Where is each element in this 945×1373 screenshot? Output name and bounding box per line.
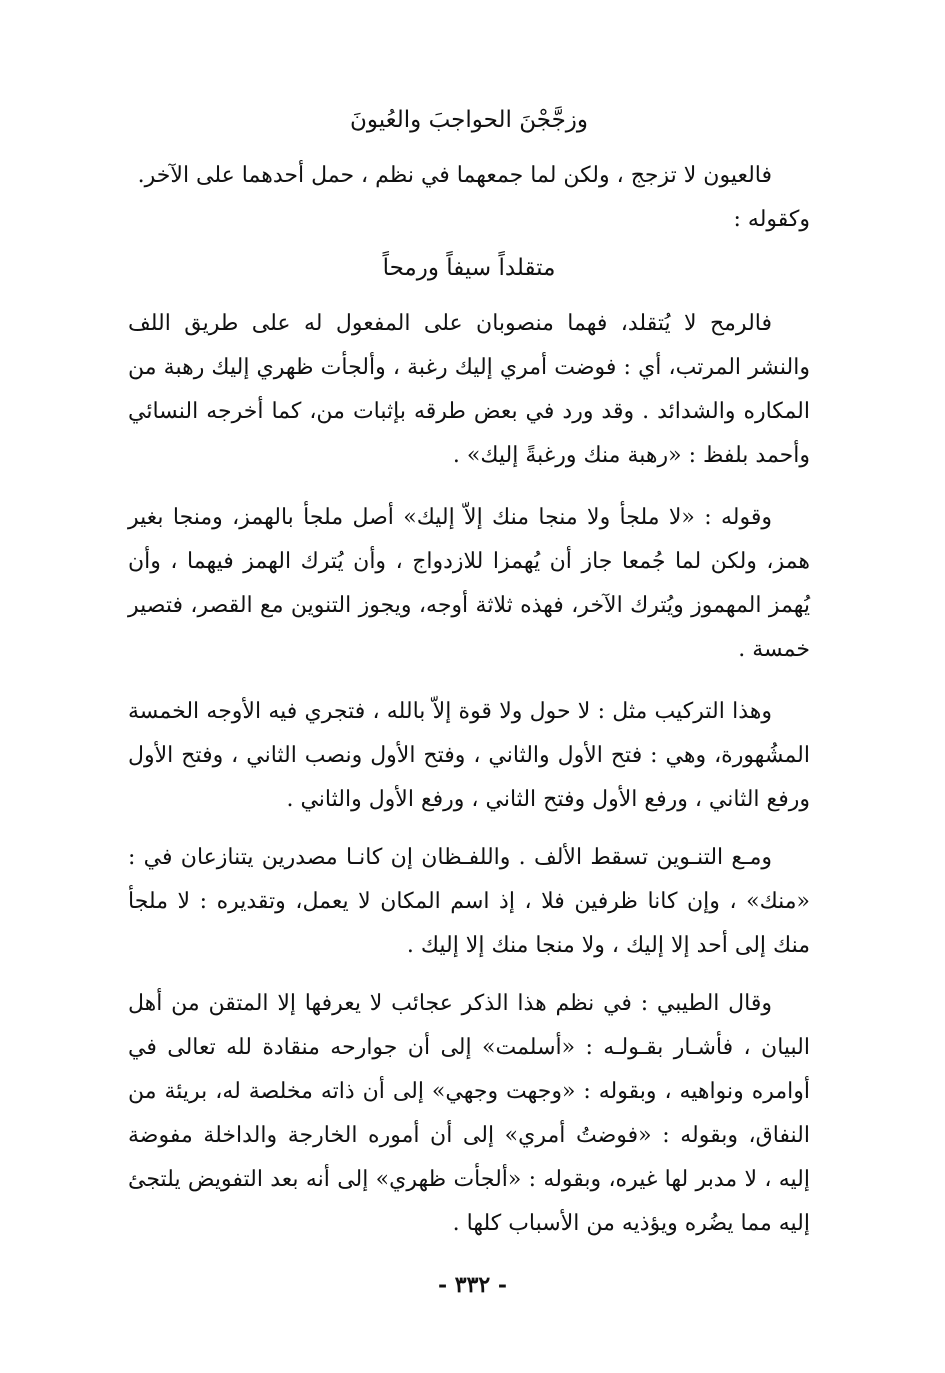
- book-page: [128, 92, 810, 1342]
- paragraph-5: وهذا التركيب مثل : لا حول ولا قوة إلاّ بالله ، فتجري فيه الأوجه الخمسة المشُهورة، وهي : فتح الأول والثاني ، وفتح الأول ونصب الثاني ، وفتح الأول ورفع الثاني ، ورفع الأول وفتح الثاني ، ورفع الأول والثاني .: [128, 699, 810, 812]
- paragraph-2: وكقوله :: [733, 207, 810, 232]
- verse-quote-1: وزجَّجْنَ الحواجبَ والعُيونَ: [349, 107, 589, 133]
- paragraph-1: فالعيون لا تزجج ، ولكن لما جمعهما في نظم ، حمل أحدهما على الآخر.: [137, 163, 772, 188]
- paragraph-4: وقوله : «لا ملجأ ولا منجا منك إلاّ إليك» أصل ملجأ بالهمز، ومنجا بغير همز، ولكن لما جُمعا جاز أن يُهمزا للازدواج ، وأن يُترك الهمز فيهما ، وأن يُهمز المهموز ويُترك الآخر، فهذه ثلاثة أوجه، ويجوز التنوين مع القصر، فتصير خمسة .: [128, 505, 810, 662]
- paragraph-6: ومـع التنـوين تسقط الألف . واللفـظان إن كانـا مصدرين يتنازعان في : «منك» ، وإن كانا ظرفين فلا ، إذ اسم المكان لا يعمل، وتقديره : لا ملجأ منك إلى أحد إلا إليك ، ولا منجا منك إلا إليك .: [128, 845, 810, 958]
- paragraph-7: وقال الطيبي : في نظم هذا الذكر عجائب لا يعرفها إلا المتقن من أهل البيان ، فأشـار بقـولـه : «أسلمت» إلى أن جوارحه منقادة لله تعالى في أوامره ونواهيه ، وبقوله : «وجهت وجهي» إلى أن ذاته مخلصة له، بريئة من النفاق، وبقوله : «فوضتُ أمري» إلى أن أموره الخارجة والداخلة مفوضة إليه ، لا مدبر لها غيره، وبقوله : «ألجأت ظهري» إلى أنه بعد التفويض يلتجئ إليه مما يضُره ويؤذيه من الأسباب كلها .: [128, 991, 810, 1236]
- paragraph-3: فالرمح لا يُتقلد، فهما منصوبان على المفعول له على طريق اللف والنشر المرتب، أي : فوضت أمري إليك رغبة ، وألجأت ظهري إليك رهبة من المكاره والشدائد . وقد ورد في بعض طرقه بإثبات من، كما أخرجه النسائي وأحمد بلفظ : «رهبة منك ورغبةً إليك» .: [128, 311, 810, 468]
- verse-quote-2: متقلداً سيفاً ورمحاً: [382, 255, 556, 281]
- page-number: - ٣٣٢ -: [437, 1272, 508, 1298]
